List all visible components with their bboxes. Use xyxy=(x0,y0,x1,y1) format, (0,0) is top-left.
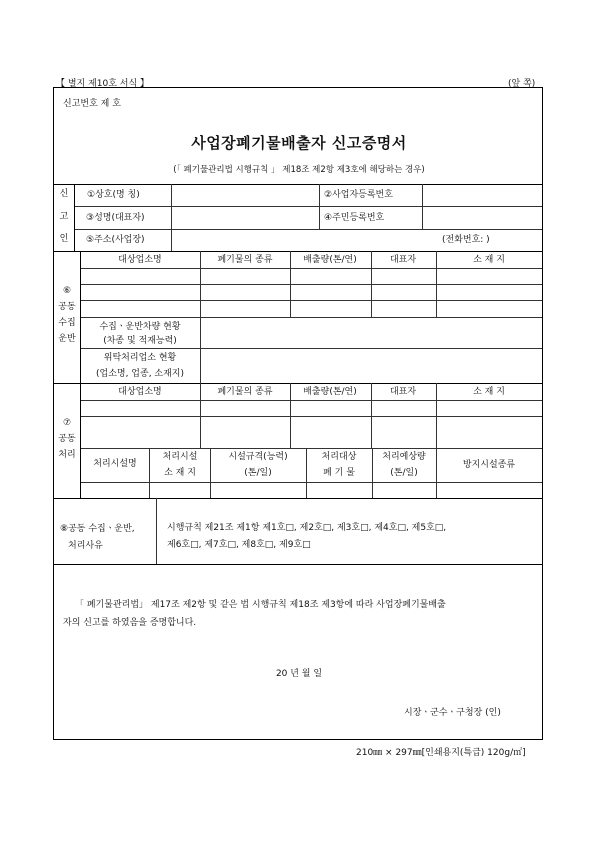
fac-col-prevention: 방지시설종류 xyxy=(462,460,516,470)
vline-s6-col3 xyxy=(371,251,372,317)
vline-s6-col2 xyxy=(290,251,291,317)
reason-line-2: 제6호□, 제7호□, 제8호□, 제9호□ xyxy=(167,540,311,550)
divider-section8-top xyxy=(54,498,542,499)
vline-s6-col4 xyxy=(436,251,437,317)
s7-label-1: 공동 xyxy=(58,434,76,444)
divider-reporter-1 xyxy=(74,206,542,207)
fac-col-location-1: 처리시설 xyxy=(162,452,198,462)
s6-col-business: 대상업소명 xyxy=(118,255,162,265)
phone-label: (전화번호: ) xyxy=(442,235,490,245)
reporter-label-3: 인 xyxy=(59,234,69,244)
reason-line-1: 시행규칙 제21조 제1항 제1호□, 제2호□, 제3호□, 제4호□, 제5호□, xyxy=(167,523,447,533)
vline-s7-col1 xyxy=(200,383,201,448)
fac-col-expected-1: 처리예상량 xyxy=(382,452,426,462)
vline-s7-fac1 xyxy=(149,448,150,498)
vline-sections-label xyxy=(80,251,81,498)
fac-col-expected-2: (톤/일) xyxy=(390,468,418,478)
page-side-label: (앞 쪽) xyxy=(508,79,536,89)
s7-label-num: ⑦ xyxy=(62,418,72,428)
vline-reporter-right xyxy=(422,184,423,229)
s7-col-business: 대상업소명 xyxy=(118,387,162,397)
contractor-status-sub: (업소명, 업종, 소재지) xyxy=(95,369,185,379)
vline-s7-fac3 xyxy=(306,448,307,498)
report-number: 신고번호 제 호 xyxy=(63,99,121,109)
vline-reporter-label xyxy=(74,184,75,251)
divider-s6-r1 xyxy=(80,284,542,285)
s6-label-num: ⑥ xyxy=(62,286,72,296)
s7-col-emission: 배출량(톤/연) xyxy=(303,387,357,397)
divider-s6-r2 xyxy=(80,300,542,301)
paper-spec-footer: 210㎜ × 297㎜[인쇄용지(특급) 120g/㎡] xyxy=(356,748,526,758)
fac-col-target-1: 처리대상 xyxy=(321,452,357,462)
vline-s7-col4 xyxy=(436,383,437,448)
s7-label-2: 처리 xyxy=(58,450,76,460)
s6-col-representative: 대표자 xyxy=(389,255,417,265)
vline-s7-fac4 xyxy=(372,448,373,498)
form-number: 【 별지 제10호 서식 】 xyxy=(56,79,150,89)
reason-label-2: 처리사유 xyxy=(68,541,103,551)
reason-label-1: ⑧공동 수집ㆍ운반, xyxy=(60,524,135,534)
divider-reporter-2 xyxy=(74,229,542,230)
document-title: 사업장폐기물배출자 신고증명서 xyxy=(191,134,407,152)
representative-label: ③성명(대표자) xyxy=(86,213,145,223)
fac-col-name: 처리시설명 xyxy=(93,459,137,469)
divider-s7-header xyxy=(80,400,542,401)
divider-s6-vehicle xyxy=(80,348,542,349)
vline-reporter-field xyxy=(171,184,172,251)
s6-label-2: 수집 xyxy=(58,318,76,328)
s6-col-location: 소 재 지 xyxy=(473,255,505,265)
vline-s7-fac2 xyxy=(210,448,211,498)
vline-s7-fac5 xyxy=(436,448,437,498)
divider-s6-header xyxy=(80,268,542,269)
reporter-label-1: 신 xyxy=(59,189,69,199)
divider-certification-top xyxy=(54,564,542,565)
s6-col-emission: 배출량(톤/연) xyxy=(303,255,357,265)
fac-col-target-2: 폐 기 물 xyxy=(323,468,355,478)
fac-col-spec-1: 시설규격(능력) xyxy=(228,452,288,462)
s7-col-location: 소 재 지 xyxy=(473,387,505,397)
issuer-signature: 시장ㆍ군수ㆍ구청장 (인) xyxy=(404,708,501,718)
business-reg-label: ②사업자등록번호 xyxy=(324,190,393,200)
contractor-status-label: 위탁처리업소 현황 xyxy=(103,353,177,363)
vline-s6-col1 xyxy=(200,251,201,383)
divider-s7-r1 xyxy=(80,416,542,417)
document-subtitle: (「 폐기물관리법 시행규칙 」 제18조 제2항 제3호에 해당하는 경우) xyxy=(173,165,425,175)
vline-reporter-mid xyxy=(319,184,320,229)
divider-reporter-top xyxy=(54,184,542,185)
s6-col-waste-type: 폐기물의 종류 xyxy=(217,255,273,265)
vline-s7-col3 xyxy=(371,383,372,448)
trade-name-label: ①상호(명 칭) xyxy=(87,190,140,200)
s6-label-1: 공동 xyxy=(58,302,76,312)
vline-s7-col2 xyxy=(290,383,291,448)
divider-section6-top xyxy=(54,251,542,252)
s7-col-waste-type: 폐기물의 종류 xyxy=(217,387,273,397)
resident-no-label: ④주민등록번호 xyxy=(324,213,385,223)
vehicle-status-label: 수집ㆍ운반차량 현황 xyxy=(99,322,181,332)
fac-col-location-2: 소 재 지 xyxy=(164,468,196,478)
s6-label-3: 운반 xyxy=(58,334,76,344)
divider-s6-r3 xyxy=(80,317,542,318)
divider-section7-top xyxy=(54,383,542,384)
fac-col-spec-2: (톤/일) xyxy=(244,468,272,478)
s7-col-representative: 대표자 xyxy=(389,387,417,397)
reporter-label-2: 고 xyxy=(59,212,69,222)
issue-date: 20 년 월 일 xyxy=(275,669,323,679)
form-frame xyxy=(53,87,543,740)
vline-s8-label xyxy=(156,498,157,564)
certification-line-2: 자의 신고를 하였음을 증명합니다. xyxy=(63,618,197,628)
vehicle-status-sub: (차종 및 적재능력) xyxy=(103,336,177,346)
certification-line-1: 「 폐기물관리법」 제17조 제2항 및 같은 법 시행규칙 제18조 제3항에 따라 사업장폐기물배출 xyxy=(75,600,446,610)
address-label: ⑤주소(사업장) xyxy=(86,235,145,245)
